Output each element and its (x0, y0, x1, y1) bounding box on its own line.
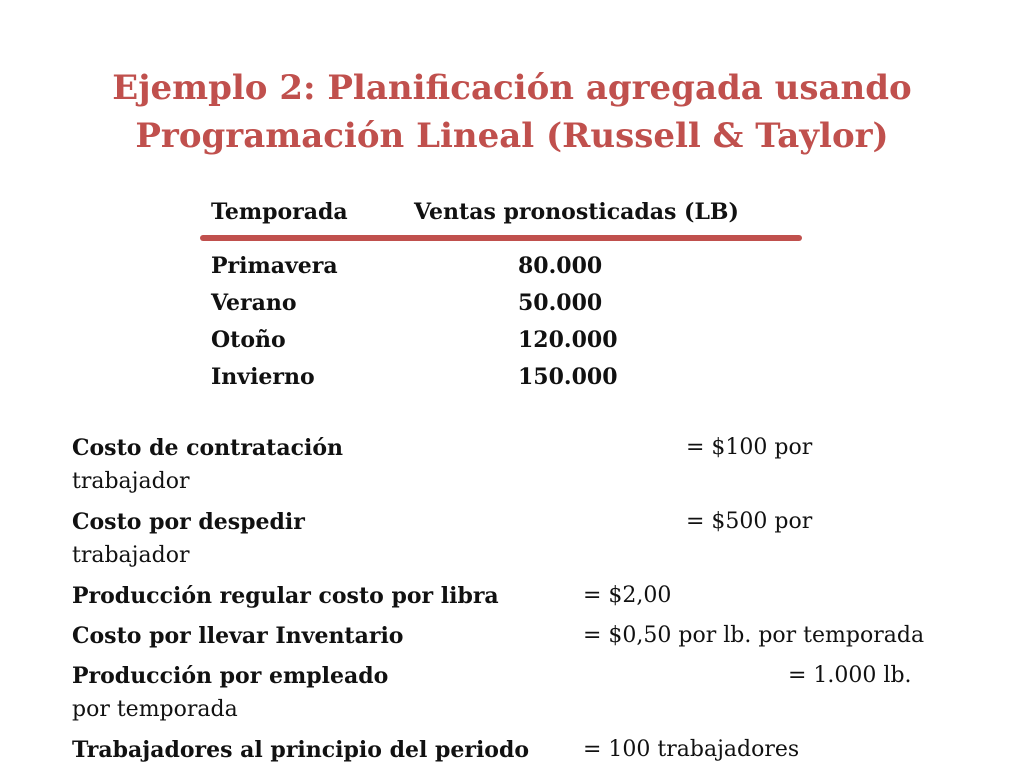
table-row-season: Otoño (211, 327, 286, 353)
table-row-season: Primavera (211, 253, 338, 279)
table-row-season: Invierno (211, 364, 315, 390)
param-label-initial-workers: Trabajadores al principio del periodo (72, 737, 530, 763)
param-label-production-per-employee: Producción por empleado (72, 663, 389, 689)
table-header-season: Temporada (211, 199, 348, 225)
param-value-firing-cost: = $500 por (686, 509, 813, 534)
param-label-firing-cost: Costo por despedir (72, 509, 305, 535)
param-value-hiring-cost: = $100 por (686, 435, 813, 460)
table-row-season: Verano (211, 290, 297, 316)
slide-title: Ejemplo 2: Planificación agregada usando Programación Lineal (Russell & Taylor) (112, 68, 912, 156)
table-row-sales: 150.000 (518, 364, 618, 390)
param-label-regular-production-cost: Producción regular costo por libra (72, 583, 499, 609)
param-value-hiring-cost-cont: trabajador (72, 469, 190, 494)
param-label-inventory-cost: Costo por llevar Inventario (72, 623, 404, 649)
param-value-initial-workers: = 100 trabajadores (583, 737, 800, 762)
table-row-sales: 80.000 (518, 253, 603, 279)
param-value-regular-production-cost: = $2,00 (583, 583, 672, 608)
table-row-sales: 120.000 (518, 327, 618, 353)
param-value-production-per-employee: = 1.000 lb. (788, 663, 912, 688)
param-value-production-per-employee-cont: por temporada (72, 697, 238, 722)
table-row-sales: 50.000 (518, 290, 603, 316)
param-label-hiring-cost: Costo de contratación (72, 435, 344, 461)
table-header-sales: Ventas pronosticadas (LB) (414, 199, 739, 225)
param-value-firing-cost-cont: trabajador (72, 543, 190, 568)
param-value-inventory-cost: = $0,50 por lb. por temporada (583, 623, 925, 648)
table-header-rule (200, 235, 802, 241)
